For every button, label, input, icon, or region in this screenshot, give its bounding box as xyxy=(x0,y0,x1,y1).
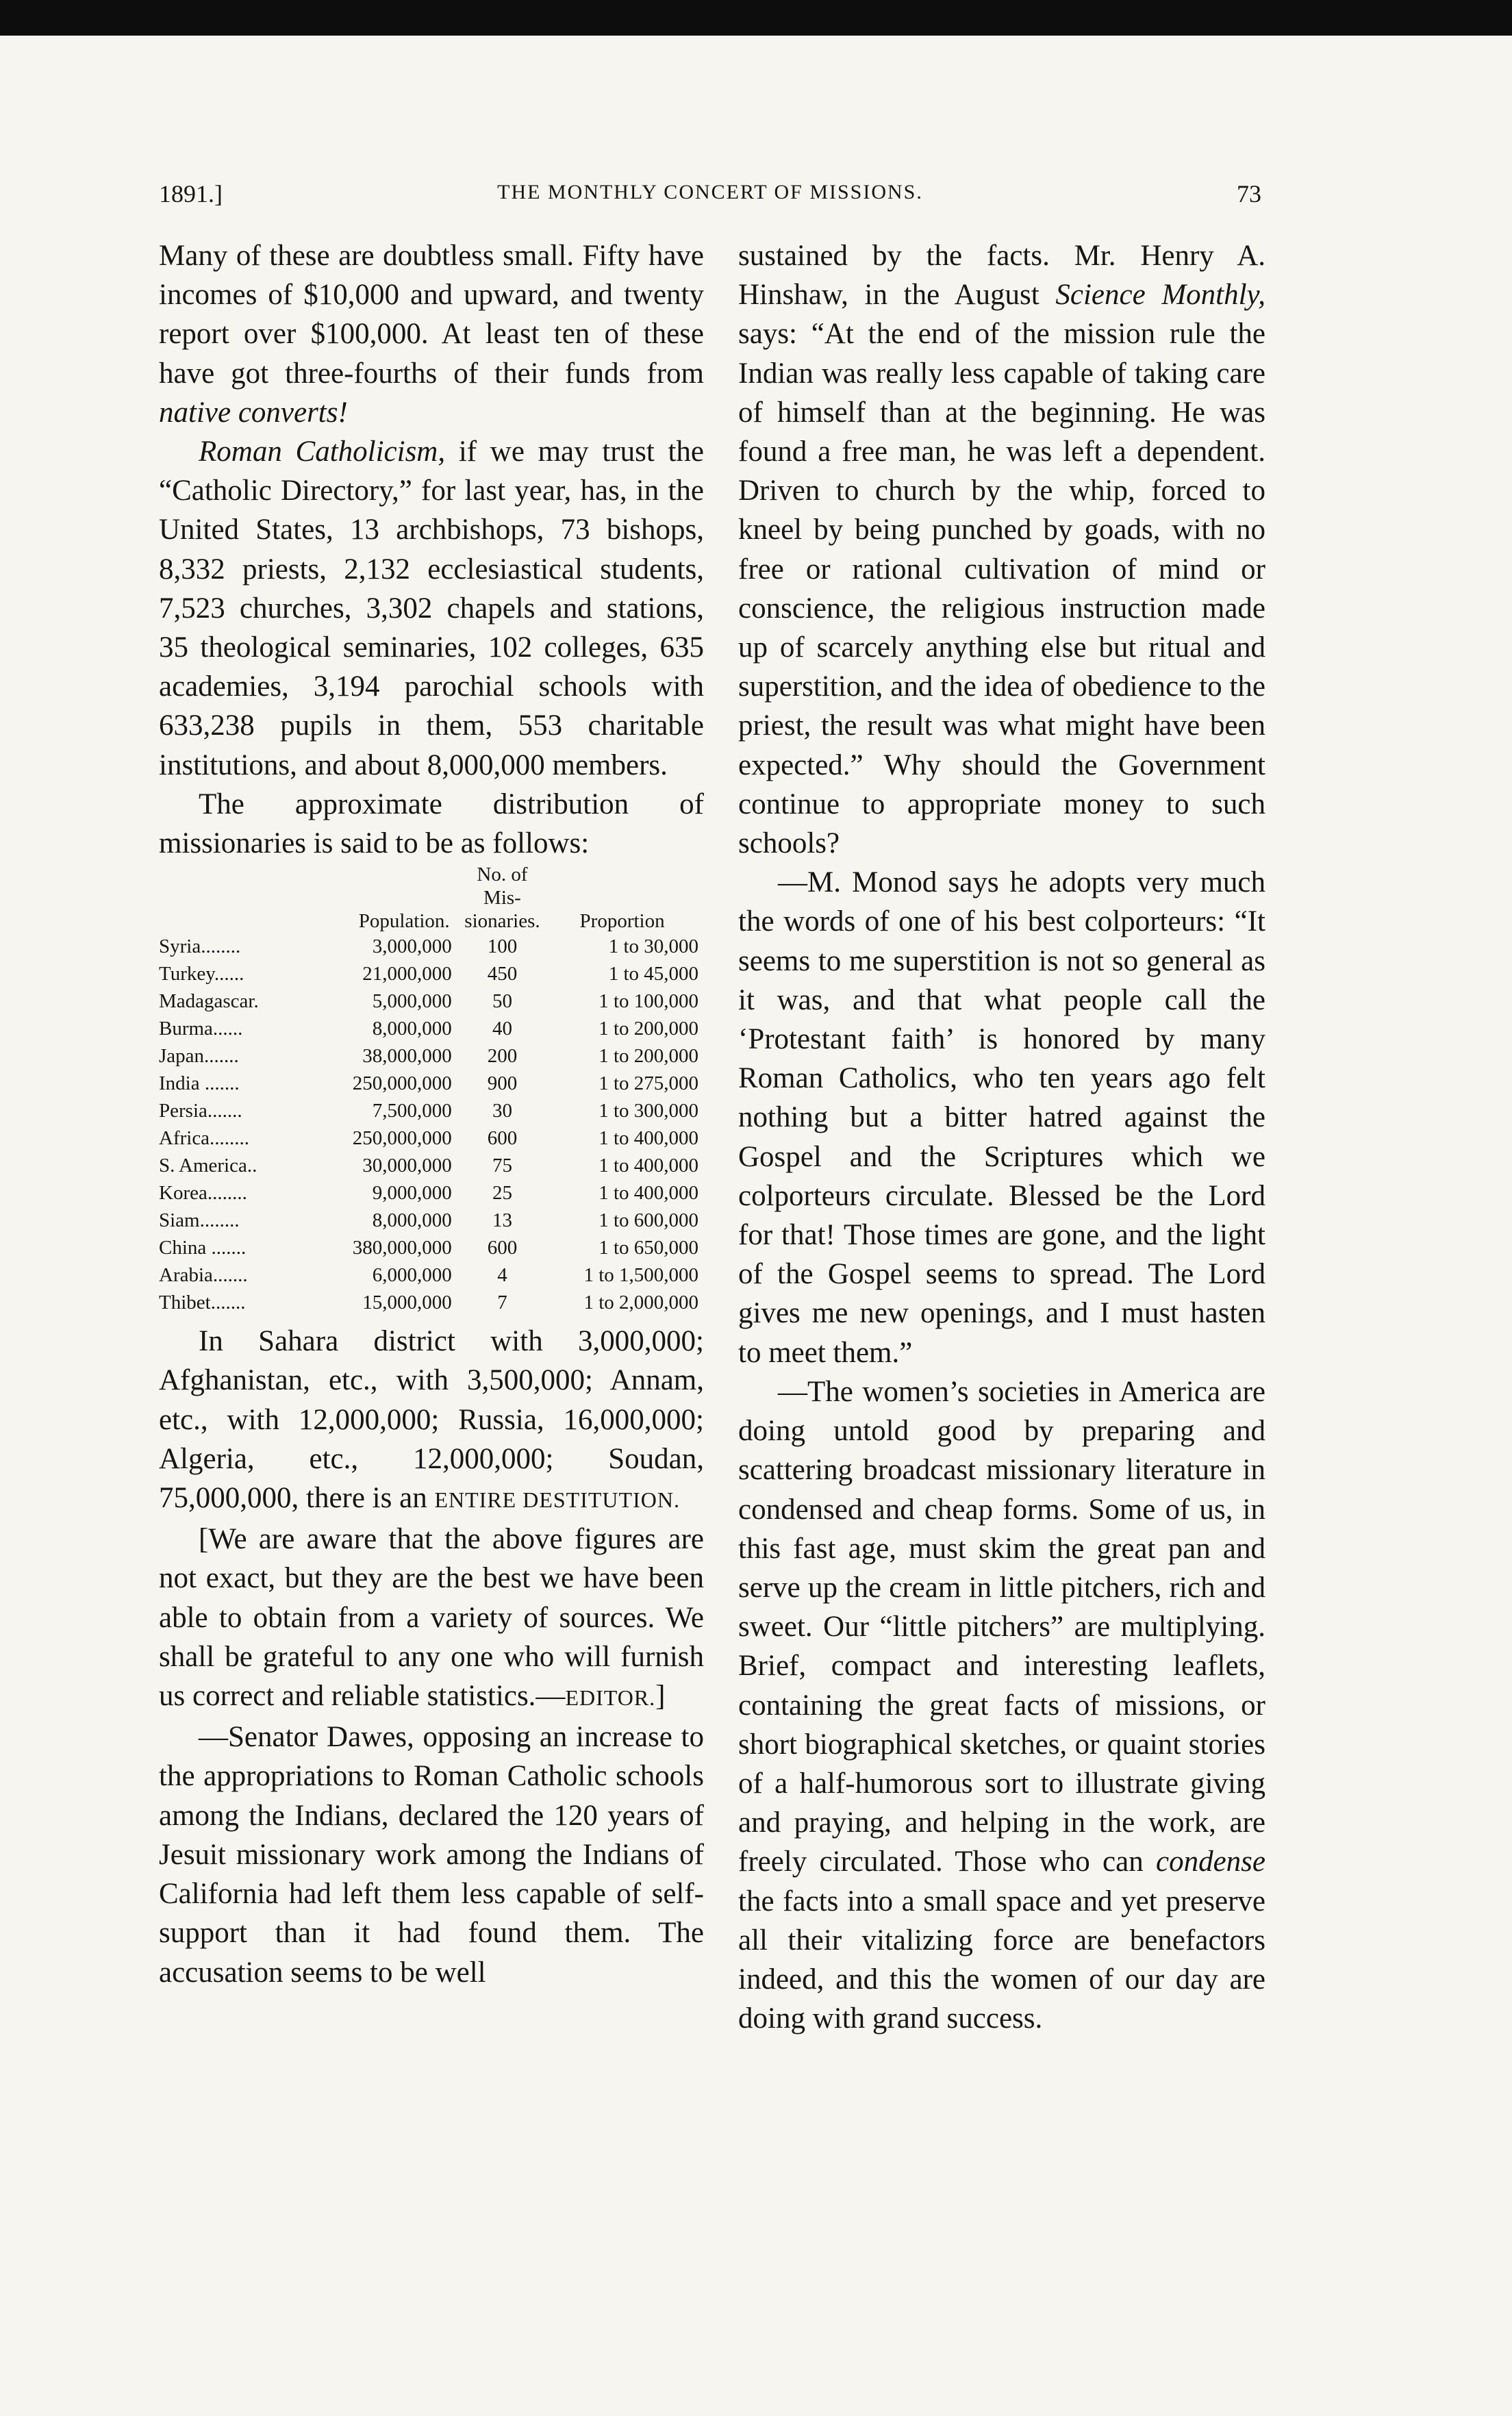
table-row xyxy=(159,960,704,987)
proportion-cell: 1 to 1,500,000 xyxy=(583,1264,698,1287)
paragraph-roman-catholicism xyxy=(159,432,704,785)
missionaries-cell: 600 xyxy=(487,1237,518,1259)
text-small-caps: ENTIRE DESTITUTION. xyxy=(434,1487,680,1513)
text: sustained by the facts. Mr. Henry A. Hinshaw, in the August xyxy=(738,240,1265,312)
text: [We are aware that the above figures are not exact, but they are the best we have been able to obtain from a variety of sources. We shall be grateful to any one who will furnish us correct and reliable statistics.— xyxy=(159,1523,704,1713)
page-number: 73 xyxy=(1237,180,1261,207)
table-row xyxy=(159,1179,704,1207)
country-cell: Madagascar. xyxy=(159,990,259,1013)
paragraph-destitution xyxy=(159,1322,704,1520)
right-column xyxy=(738,236,1265,2038)
table-header-proportion: Proportion xyxy=(579,910,665,933)
missionaries-cell: 4 xyxy=(497,1264,507,1287)
table-row xyxy=(159,1152,704,1179)
missionaries-cell: 900 xyxy=(487,1072,518,1095)
proportion-cell: 1 to 400,000 xyxy=(598,1127,698,1150)
country-cell: China ....... xyxy=(159,1237,247,1259)
table-header-population: Population. xyxy=(358,910,450,933)
missionaries-cell: 200 xyxy=(487,1045,518,1068)
missionaries-cell: 50 xyxy=(492,990,512,1013)
country-cell: Siam........ xyxy=(159,1209,240,1232)
country-cell: Korea........ xyxy=(159,1182,247,1205)
population-cell: 5,000,000 xyxy=(372,990,452,1013)
population-cell: 250,000,000 xyxy=(352,1072,452,1095)
population-cell: 9,000,000 xyxy=(372,1182,452,1205)
population-cell: 7,500,000 xyxy=(372,1100,452,1122)
table-row xyxy=(159,1042,704,1070)
country-cell: Africa........ xyxy=(159,1127,250,1150)
missionaries-cell: 450 xyxy=(487,963,518,985)
population-cell: 15,000,000 xyxy=(362,1292,452,1314)
proportion-cell: 1 to 275,000 xyxy=(598,1072,698,1095)
text: ] xyxy=(655,1680,666,1713)
proportion-cell: 1 to 300,000 xyxy=(598,1100,698,1122)
header-title: THE MONTHLY CONCERT OF MISSIONS. xyxy=(497,181,923,203)
running-header xyxy=(159,179,1261,214)
population-cell: 8,000,000 xyxy=(372,1209,452,1232)
missionaries-cell: 600 xyxy=(487,1127,518,1150)
population-cell: 380,000,000 xyxy=(352,1237,452,1259)
text: In Sahara district with 3,000,000; Afghanistan, etc., with 3,500,000; Annam, etc., with 12,000,000; Russia, 16,000,000; Algeria, etc., 12,000,000; Soudan, 75,000,000, there is an xyxy=(159,1325,704,1515)
country-cell: Japan....... xyxy=(159,1045,239,1068)
population-cell: 21,000,000 xyxy=(362,963,452,985)
table-header-missionaries: sionaries. xyxy=(464,910,540,933)
table-row xyxy=(159,1015,704,1042)
population-cell: 250,000,000 xyxy=(352,1127,452,1150)
table-row xyxy=(159,1261,704,1289)
table-row xyxy=(159,1289,704,1316)
scan-top-band xyxy=(0,0,1512,36)
text: Many of these are doubtless small. Fifty have incomes of $10,000 and upward, and twenty report over $100,000. At least ten of these have got three-fourths of their funds from xyxy=(159,240,704,390)
paragraph-hinshaw xyxy=(738,236,1265,863)
proportion-cell: 1 to 400,000 xyxy=(598,1155,698,1177)
table-row xyxy=(159,1207,704,1234)
table-row xyxy=(159,1124,704,1152)
population-cell: 6,000,000 xyxy=(372,1264,452,1287)
text: the facts into a small space and yet preserve all their vitalizing force are benefactors indeed, and this the women of our day are doing with grand success. xyxy=(738,1885,1265,2035)
proportion-cell: 1 to 30,000 xyxy=(608,935,698,958)
text: —M. Monod says he adopts very much the words of one of his best colporteurs: “It seems to me superstition is not so general as it was, and that what people call the ‘Protestant faith’ is honored by many Roman Catholics, who ten years ago felt nothing but a bitter hatred against the Gospel and the Scriptures which we colporteurs circulate. Blessed be the Lord for that! Those times are gone, and the light of the Gospel seems to spread. The Lord gives me new openings, and I must hasten to meet them.” xyxy=(738,866,1265,1369)
proportion-cell: 1 to 45,000 xyxy=(608,963,698,985)
paragraph-editor-note xyxy=(159,1520,704,1717)
country-cell: Turkey...... xyxy=(159,963,244,985)
text-italic: native converts! xyxy=(159,396,348,429)
population-cell: 3,000,000 xyxy=(372,935,452,958)
header-year: 1891.] xyxy=(159,180,223,207)
country-cell: Arabia....... xyxy=(159,1264,248,1287)
proportion-cell: 1 to 400,000 xyxy=(598,1182,698,1205)
text: The approximate distribution of missionaries is said to be as follows: xyxy=(159,788,704,860)
country-cell: Persia....... xyxy=(159,1100,242,1122)
paragraph-churches xyxy=(159,236,704,432)
proportion-cell: 1 to 200,000 xyxy=(598,1045,698,1068)
text: —The women’s societies in America are doing untold good by preparing and scattering broadcast missionary literature in condensed and cheap forms. Some of us, in this fast age, must skim the great pan and serve up the cream in little pitchers, rich and sweet. Our “little pitchers” are multiplying. Brief, compact and interesting leaflets, containing the great facts of missions, or short biographical sketches, or quaint stories of a half-humorous sort to illustrate giving and praying, and helping in the work, are freely circulated. Those who can xyxy=(738,1375,1265,1878)
table-row xyxy=(159,987,704,1015)
proportion-cell: 1 to 600,000 xyxy=(598,1209,698,1232)
country-cell: S. America.. xyxy=(159,1155,257,1177)
text-small-caps: EDITOR. xyxy=(565,1685,656,1711)
missionaries-cell: 40 xyxy=(492,1018,512,1040)
table-header-top: No. of Mis- xyxy=(477,864,528,909)
proportion-cell: 1 to 650,000 xyxy=(598,1237,698,1259)
proportion-cell: 1 to 100,000 xyxy=(598,990,698,1013)
text-italic: condense xyxy=(1156,1846,1265,1878)
paragraph-senator-dawes xyxy=(159,1717,704,1991)
missionaries-cell: 75 xyxy=(492,1155,512,1177)
text: if we may trust the “Catholic Directory,” for last year, has, in the United States, 13 archbishops, 73 bishops, 8,332 priests, 2,132 ecclesiastical students, 7,523 churches, 3,302 chapels and stations, 35 theological seminaries, 102 colleges, 635 academies, 3,194 parochial schools with 633,238 pupils in them, 553 charitable institutions, and about 8,000,000 members. xyxy=(159,436,704,781)
table-row xyxy=(159,1070,704,1097)
paragraph-distribution-intro xyxy=(159,785,704,863)
proportion-cell: 1 to 2,000,000 xyxy=(583,1292,698,1314)
country-cell: Thibet....... xyxy=(159,1292,246,1314)
population-cell: 38,000,000 xyxy=(362,1045,452,1068)
table-row xyxy=(159,1234,704,1261)
country-cell: Burma...... xyxy=(159,1018,243,1040)
missionaries-cell: 100 xyxy=(487,935,518,958)
missionaries-cell: 30 xyxy=(492,1100,512,1122)
text: says: “At the end of the mission rule the Indian was really less capable of taking care of himself than at the beginning. He was found a free man, he was left a dependent. Driven to church by the whip, forced to kneel by being punched by goads, with no free or rational cultivation of mind or conscience, the religious instruction made up of scarcely anything else but ritual and superstition, and the idea of obedience to the priest, the result was what might have been expected.” Why should the Government continue to appropriate money to such schools? xyxy=(738,318,1265,860)
missionaries-table xyxy=(159,863,704,1316)
country-cell: India ....... xyxy=(159,1072,240,1095)
table-row xyxy=(159,1097,704,1124)
left-column xyxy=(159,236,704,1992)
text: —Senator Dawes, opposing an increase to the appropriations to Roman Catholic schools among the Indians, declared the 120 years of Jesuit missionary work among the Indians of California had left them less capable of self-support than it had found them. The accusation seems to be well xyxy=(159,1721,704,1989)
table-row xyxy=(159,933,704,960)
country-cell: Syria........ xyxy=(159,935,241,958)
missionaries-cell: 7 xyxy=(497,1292,507,1314)
population-cell: 8,000,000 xyxy=(372,1018,452,1040)
paragraph-womens-societies xyxy=(738,1372,1265,2038)
proportion-cell: 1 to 200,000 xyxy=(598,1018,698,1040)
population-cell: 30,000,000 xyxy=(362,1155,452,1177)
missionaries-cell: 25 xyxy=(492,1182,512,1205)
paragraph-monod xyxy=(738,863,1265,1372)
text-italic: Roman Catholicism, xyxy=(199,436,446,468)
missionaries-cell: 13 xyxy=(492,1209,512,1232)
text-italic: Science Monthly, xyxy=(1055,279,1265,312)
